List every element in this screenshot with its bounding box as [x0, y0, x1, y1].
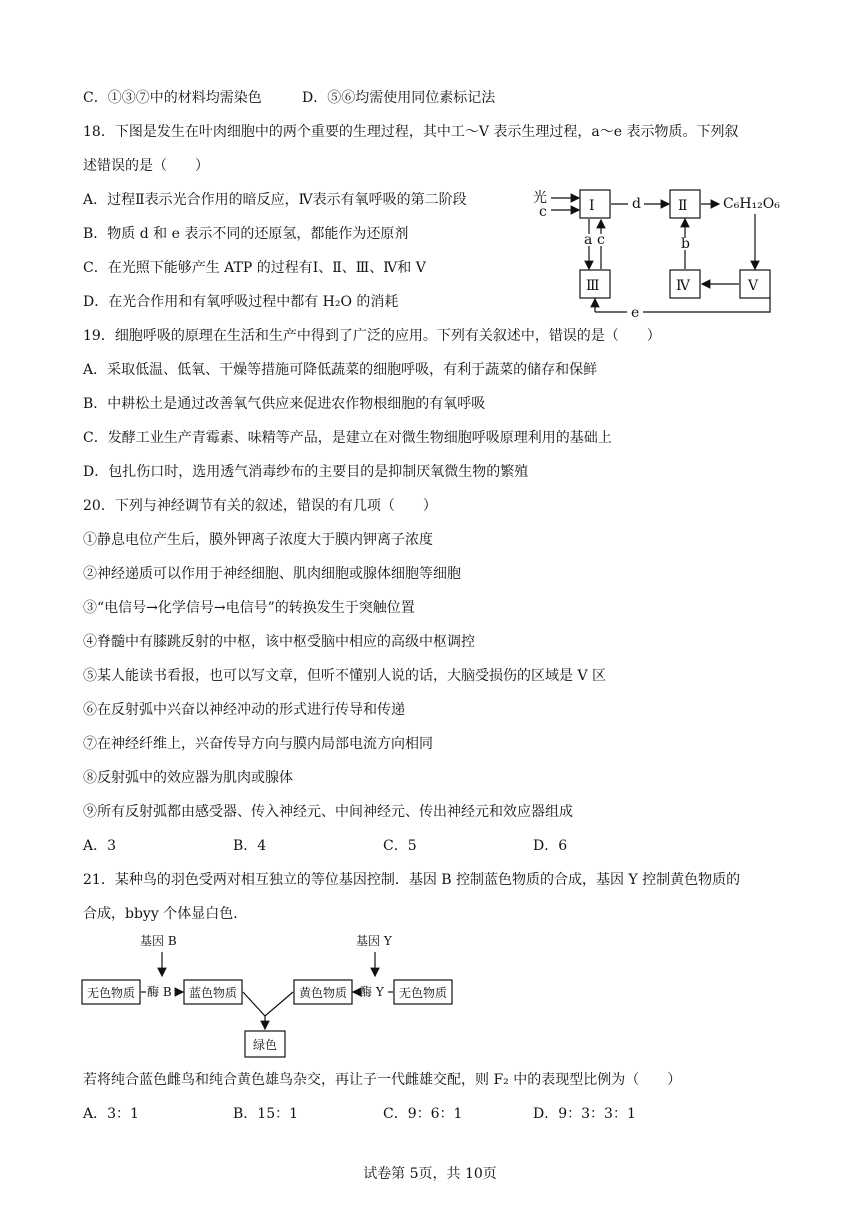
q20-item-8: ⑧反射弧中的效应器为肌肉或腺体	[83, 770, 293, 786]
q20-item-3: ③“电信号→化学信号→电信号”的转换发生于突触位置	[83, 600, 415, 616]
label-d: d	[632, 196, 641, 212]
label-box1: Ⅰ	[589, 198, 595, 214]
q21-option-b: B．15：1	[233, 1106, 299, 1122]
label-yellow: 黄色物质	[299, 986, 348, 1000]
q19-stem: 19．细胞呼吸的原理在生活和生产中得到了广泛的应用。下列有关叙述中，错误的是（ ）	[83, 328, 661, 344]
q21-stem-line1: 21．某种鸟的羽色受两对相互独立的等位基因控制．基因 B 控制蓝色物质的合成，基因 Y 控制黄色物质的	[83, 872, 741, 888]
label-box3: Ⅲ	[586, 278, 600, 294]
label-box5: Ⅴ	[748, 278, 759, 294]
label-gene-y: 基因 Y	[356, 934, 392, 948]
q20-stem: 20．下列与神经调节有关的叙述，错误的有几项（ ）	[83, 498, 437, 514]
label-c-up: c	[597, 232, 605, 248]
label-colorless-right: 无色物质	[399, 986, 448, 1000]
q20-option-b: B．4	[233, 838, 267, 854]
label-a: a	[584, 232, 593, 248]
q17-option-c: C．①③⑦中的材料均需染色	[83, 90, 262, 106]
q20-item-7: ⑦在神经纤维上，兴奋传导方向与膜内局部电流方向相同	[83, 736, 433, 752]
q20-item-2: ②神经递质可以作用于神经细胞、肌肉细胞或腺体细胞等细胞	[83, 566, 461, 582]
q20-option-a: A．3	[83, 838, 117, 854]
page-footer: 试卷第 5页，共 10页	[363, 1166, 497, 1182]
label-light: 光	[533, 190, 547, 206]
q21-option-c: C．9：6：1	[383, 1106, 463, 1122]
label-colorless-left: 无色物质	[87, 986, 136, 1000]
q20-option-d: D．6	[533, 838, 568, 854]
box-process-1	[580, 190, 610, 218]
q20-item-6: ⑥在反射弧中兴奋以神经冲动的形式进行传导和传递	[83, 702, 405, 718]
label-e: e	[631, 305, 640, 320]
q18-option-d: D．在光合作用和有氧呼吸过程中都有 H₂O 的消耗	[83, 294, 399, 310]
q19-option-c: C．发酵工业生产青霉素、味精等产品，是建立在对微生物细胞呼吸原理利用的基础上	[83, 430, 612, 446]
q21-question: 若将纯合蓝色雌鸟和纯合黄色雄鸟杂交，再让子一代雌雄交配，则 F₂ 中的表现型比例为（ ）	[83, 1072, 682, 1088]
label-product: C₆H₁₂O₆	[723, 196, 780, 212]
label-green: 绿色	[253, 1038, 278, 1052]
label-blue: 蓝色物质	[189, 986, 238, 1000]
q18-option-a: A．过程Ⅱ表示光合作用的暗反应，Ⅳ表示有氧呼吸的第二阶段	[83, 192, 467, 208]
label-box2: Ⅱ	[678, 198, 688, 214]
q18-stem-line2: 述错误的是（ ）	[83, 158, 209, 174]
q18-option-c: C．在光照下能够产生 ATP 的过程有Ⅰ、Ⅱ、Ⅲ、Ⅳ和 V	[83, 260, 426, 276]
label-enzyme-y: 酶 Y	[360, 985, 384, 999]
label-c-in: c	[539, 204, 547, 220]
label-enzyme-b: 酶 B	[147, 985, 172, 999]
q19-option-b: B．中耕松土是通过改善氧气供应来促进农作物根细胞的有氧呼吸	[83, 396, 486, 412]
q20-item-9: ⑨所有反射弧都由感受器、传入神经元、中间神经元、传出神经元和效应器组成	[83, 804, 573, 820]
q18-process-diagram	[525, 180, 795, 320]
q20-item-4: ④脊髓中有膝跳反射的中枢，该中枢受脑中相应的高级中枢调控	[83, 634, 475, 650]
q20-item-1: ①静息电位产生后，膜外钾离子浓度大于膜内钾离子浓度	[83, 532, 433, 548]
label-b: b	[681, 236, 690, 252]
q17-option-d: D．⑤⑥均需使用同位素标记法	[302, 90, 496, 106]
label-gene-b: 基因 B	[140, 934, 177, 948]
q21-stem-line2: 合成，bbyy 个体显白色．	[83, 906, 248, 922]
q20-option-c: C．5	[383, 838, 417, 854]
q21-option-a: A．3：1	[83, 1106, 139, 1122]
q18-option-b: B．物质 d 和 e 表示不同的还原氢，都能作为还原剂	[83, 226, 409, 242]
q20-item-5: ⑤某人能读书看报，也可以写文章，但听不懂别人说的话，大脑受损伤的区域是 V 区	[83, 668, 607, 684]
q19-option-a: A．采取低温、低氧、干燥等措施可降低蔬菜的细胞呼吸，有利于蔬菜的储存和保鲜	[83, 362, 598, 378]
q19-option-d: D．包扎伤口时，选用透气消毒纱布的主要目的是抑制厌氧微生物的繁殖	[83, 464, 529, 480]
q21-pathway-diagram	[80, 928, 460, 1063]
label-box4: Ⅳ	[676, 278, 690, 294]
q18-stem-line1: 18．下图是发生在叶肉细胞中的两个重要的生理过程，其中工～V 表示生理过程，a～e 表示物质。下列叙	[83, 124, 739, 140]
q21-option-d: D．9：3：3：1	[533, 1106, 636, 1122]
